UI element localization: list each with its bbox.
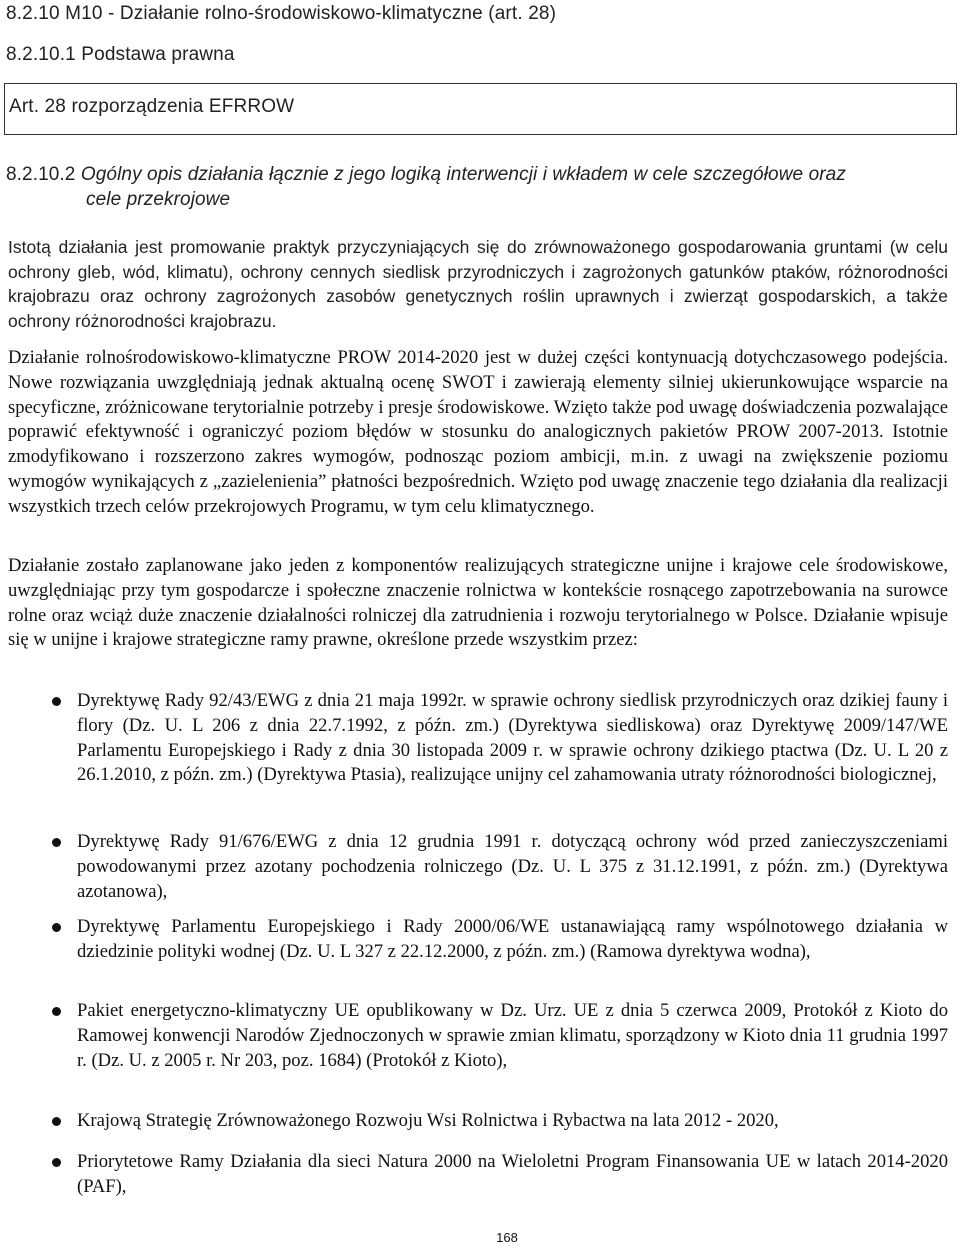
subsection-heading-title-line2: cele przekrojowe (86, 189, 231, 210)
section-heading: 8.2.10 M10 - Działanie rolno-środowiskowo-klimatyczne (art. 28) (6, 3, 557, 24)
paragraph-continuation: Działanie rolnośrodowiskowo-klimatyczne PROW 2014-2020 jest w dużej części kontynuacją dotychczasowego podejścia. Nowe rozwiązania uwzględniają jednak aktualną ocenę SWOT i zawierają elementy silniej ukierunkowujące wsparcie na specyficzne, zróżnicowane terytorialnie potrzeby i presje środowiskowe. Wzięto także pod uwagę doświadczenia pozwalające poprawić efektywność i ograniczyć poziom błędów w stosunku do analogicznych pakietów PROW 2007-2013. Istotnie zmodyfikowano i rozszerzono zakres wymogów, podnosząc poziom ambicji, m.in. z uwagi na zwiększenie poziomu wymogów wynikających z „zazielenienia” płatności bezpośrednich. Wzięto pod uwagę znaczenie tego działania dla realizacji wszystkich trzech celów przekrojowych Programu, w tym celu klimatycznego. (8, 347, 948, 517)
page-number: 168 (496, 1230, 518, 1245)
subsection-heading-number: 8.2.10.2 (6, 164, 76, 185)
list-item-text: Dyrektywę Parlamentu Europejskiego i Rady 2000/06/WE ustanawiającą ramy wspólnotowego działania w dziedzinie polityki wodnej (Dz. U. L 327 z 22.12.2000, z późn. zm.) (Ramowa dyrektywa wodna), (77, 916, 948, 962)
subsection-heading-legal-basis: 8.2.10.1 Podstawa prawna (6, 44, 235, 65)
subsection-heading-description (6, 162, 946, 212)
paragraph-essence: Istotą działania jest promowanie praktyk przyczyniających się do zrównoważonego gospodarowania gruntami (w celu ochrony gleb, wód, klimatu), ochrony cennych siedlisk przyrodniczych i zagrożonych gatunków ptaków, różnorodności krajobrazu oraz ochrony zagrożonych zasobów genetycznych roślin uprawnych i zwierząt gospodarskich, a także ochrony różnorodności krajobrazu. (8, 237, 948, 332)
bullet-icon (52, 1007, 61, 1016)
list-item-text: Dyrektywę Rady 91/676/EWG z dnia 12 grudnia 1991 r. dotyczącą ochrony wód przed zanieczyszczeniami powodowanymi przez azotany pochodzenia rolniczego (Dz. U. L 375 z 31.12.1991, z późn. zm.) (Dyrektywa azotanowa), (77, 831, 948, 902)
list-item-text: Krajową Strategię Zrównoważonego Rozwoju Wsi Rolnictwa i Rybactwa na lata 2012 - 2020, (77, 1110, 779, 1131)
bullet-icon (52, 1158, 61, 1167)
legal-basis-box (4, 83, 957, 135)
subsection-heading-title-line1: Ogólny opis działania łącznie z jego logiką interwencji i wkładem w cele szczegółowe oraz (80, 164, 846, 185)
paragraph-strategic-framework: Działanie zostało zaplanowane jako jeden z komponentów realizujących strategiczne unijne i krajowe cele środowiskowe, uwzględniając przy tym gospodarcze i społeczne znaczenie rolnictwa w kontekście rosnącego zapotrzebowania na surowce rolne oraz wciąż duże znaczenie działalności rolniczej dla zatrudnienia i rozwoju terytorialnego w Polsce. Działanie wpisuje się w unijne i krajowe strategiczne ramy prawne, określone przede wszystkim przez: (8, 555, 948, 651)
legal-basis-text: Art. 28 rozporządzenia EFRROW (9, 96, 295, 117)
bullet-icon (52, 697, 61, 706)
bullet-icon (52, 838, 61, 847)
list-item-text: Dyrektywę Rady 92/43/EWG z dnia 21 maja 1992r. w sprawie ochrony siedlisk przyrodniczych oraz dzikiej fauny i flory (Dz. U. L 206 z dnia 22.7.1992, z późn. zm.) (Dyrektywa siedliskowa) oraz Dyrektywę 2009/147/WE Parlamentu Europejskiego i Rady z dnia 30 listopada 2009 r. w sprawie ochrony dzikiego ptactwa (Dz. U. L 20 z 26.1.2010, z późn. zm.) (Dyrektywa Ptasia), realizujące unijny cel zahamowania utraty różnorodności biologicznej, (77, 690, 948, 786)
bullet-icon (52, 1117, 61, 1126)
list-item-text: Pakiet energetyczno-klimatyczny UE opublikowany w Dz. Urz. UE z dnia 5 czerwca 2009, Protokół z Kioto do Ramowej konwencji Narodów Zjednoczonych w sprawie zmian klimatu, sporządzony w Kioto dnia 11 grudnia 1997 r. (Dz. U. z 2005 r. Nr 203, poz. 1684) (Protokół z Kioto), (77, 1000, 948, 1071)
bullet-icon (52, 923, 61, 932)
list-item-text: Priorytetowe Ramy Działania dla sieci Natura 2000 na Wieloletni Program Finansowania UE w latach 2014-2020 (PAF), (77, 1151, 948, 1197)
